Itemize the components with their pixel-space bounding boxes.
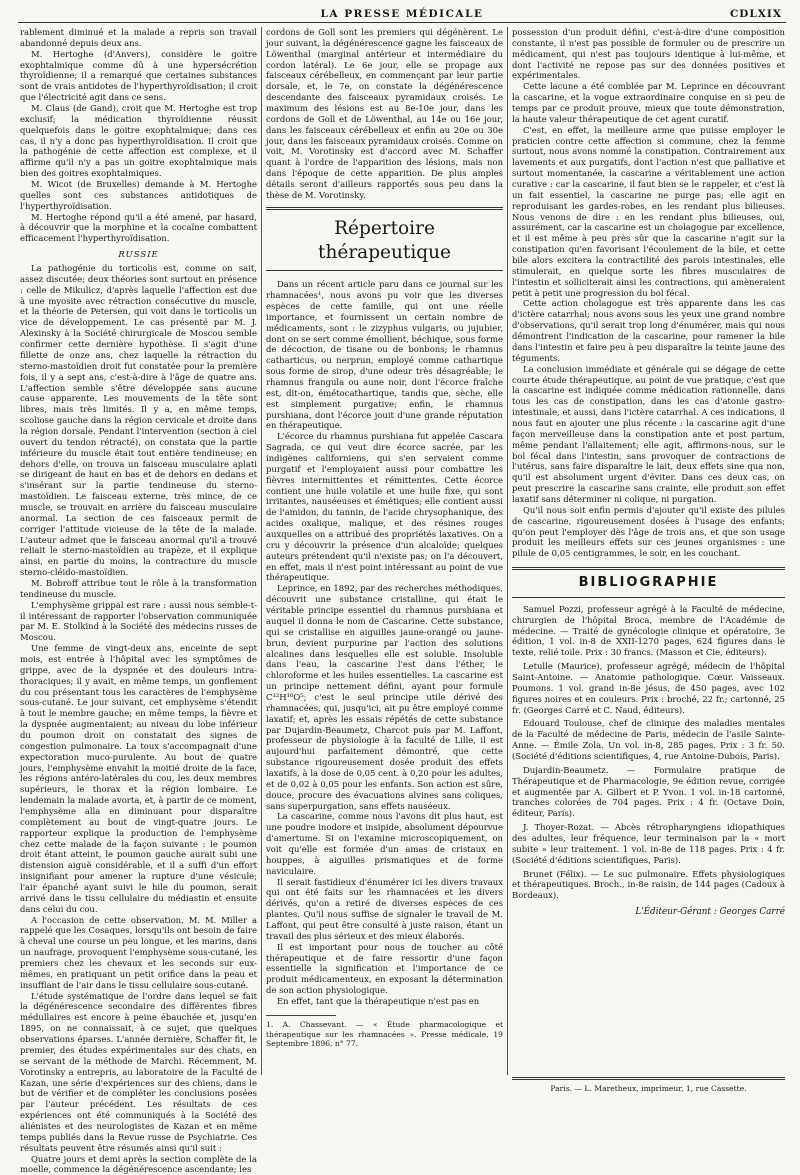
paragraph: M. Hertoghe (d'Anvers), considère le goitre exophtalmique comme dû à une hypersécrétion thyroïdienne; il a remarqué que certaines substances sont de vrais antidotes de l'hyperthyroïdisation; il croit que l'électricité agit dans ce sens. bbox=[20, 48, 257, 103]
paragraph: C'est, en effet, la meilleure arme que puisse employer le praticien contre cette affection si commune, chez la femme surtout, nous avons nommé la constipation. Contrairement aux lavements et aux purgatifs, dont l'action n'est que palliative et surtout momentanée, la cascarine a véritablement une action curative : car la cascarine, il faut bien se le rappeler, et c'est là un fait essentiel, la cascarine ne purge pas; elle agit en reproduisant les gardes-robes, en les rendant plus bilieuses. Nous venons de dire : en les rendant plus bilieuses, oui, assurément, car la cascarine est un cholagogue par excellence, et il est même à peu près sûr que la cascarine n'agit sur la constipation qu'en favorisant l'écoulement de la bile, et cette bile alors excitera la contractilité des parois intestinales, elle stimulerait, en quelque sorte les fibres musculaires de l'intestin et solliciterait ainsi les contractions, qui amèneraient petit à petit une progression du bol fécal. bbox=[512, 124, 785, 298]
paragraph: La conclusion immédiate et générale qui se dégage de cette courte étude thérapeutique, au point de vue pratique, c'est que la cascarine est indiquée comme médication rationnelle, dans tous les cas de constipation, dans les cas d'atonie gastro-intestinale, et aussi, dans l'ictère catarrhal. A ces indications, il nous faut en ajouter une plus récente : la cascarine agit d'une façon merveilleuse dans la constipation ante et post partum, même pendant l'allaitement; elle agit, affirmons-nous, sur le bol fécal dans l'intestin, sans provoquer de contractions de l'utérus, sans faire disparaître le lait, deux effets sine qua non, qu'il est absolument urgent d'éviter. Dans ces deux cas, on peut prescrire la cascarine sans crainte, elle produit son effet laxatif sans déterminer ni colique, ni purgation. bbox=[512, 363, 785, 504]
paragraph: possession d'un produit défini, c'est-à-dire d'une composition constante, il n'est pas possible de formuler ou de prescrire un médicament, qui n'est pas toujours identique à lui-même, et dont l'activité ne repose pas sur des données positives et expérimentales. bbox=[512, 27, 785, 81]
paragraph: cordons de Goll sont les premiers qui dégénèrent. Le jour suivant, la dégénérescence gagne les faisceaux de Löwenthal (marginal antérieur et intermédiaire du cordon latéral). Le 6e jour, elle se propage aux faisceaux cérébelleux, en commençant par leur partie dorsale, et, le 7e, on constate la dégénérescence descendante des faisceaux pyramidaux croisés. Le maximum des lésions est au 8e-10e jour, dans les cordons de Goll et de Löwenthal, au 14e ou 16e jour, dans les faisceaux cérébelleux et enfin au 20e ou 30e jour, dans les faisceaux pyramidaux croisés. Comme on voit, M. Vorotinsky est d'accord avec M. Schaffer quant à l'ordre de l'apparition des lésions, mais non dans l'époque de cette apparition. De plus amples détails seront d'ailleurs rapportés sous peu dans la thèse de M. Vorotinsky. bbox=[266, 27, 503, 200]
paragraph: Dans un récent article paru dans ce journal sur les rhamnacées¹, nous avons pu voir que les diverses espèces de cette famille, qui ont une réelle importance, et fournissent un certain nombre de médicaments, sont : le zizyphus vulgaris, ou jujubier, dont on se sert comme émollient, béchique, sous forme de décoction, de tisane ou de bonbons; le rhamnus catharticus, ou nerprun, employé comme cathartique sous forme de sirop, d'une odeur très désagréable; le rhamnus frangula ou aune noir, dont l'écorce fraîche est, dit-on, émétocathartique, tandis que, sèche, elle est simplement purgative; enfin, le rhamnus purshiana, dont l'écorce jouit d'une grande réputation en thérapeutique. bbox=[266, 279, 503, 431]
bibliography-entry: Edouard Toulouse, chef de clinique des maladies mentales de la Faculté de médecine de Paris, médecin de l'asile Sainte-Anne. — Émile Zola. Un vol. in-8, 285 pages. Prix : 3 fr. 50. (Société d'éditions scientifiques, 4, rue Antoine-Dubois, Paris). bbox=[512, 718, 785, 761]
paragraph: La cascarine, comme nous l'avons dit plus haut, est une poudre inodore et insipide, absolument dépourvue d'amertume. Si on l'examine microscopiquement, on voit qu'elle est formée d'un amas de cristaux en houppes, à aiguilles prismatiques et de forme naviculaire. bbox=[266, 811, 503, 876]
bibliography-entry: Brunet (Félix). — Le suc pulmonaire. Effets physiologiques et thérapeutiques. Broch., in-8e raisin, de 144 pages (Cadoux à Bordeaux). bbox=[512, 868, 785, 901]
paragraph: M. Bobroff attribue tout le rôle à la transformation tendineuse du muscle. bbox=[20, 577, 257, 599]
section-title-russie: RUSSIE bbox=[118, 249, 159, 260]
paragraph: L'étude systématique de l'ordre dans lequel se fait la dégénérescence secondaire des différentes fibres médullaires est encore à peine ébauchée et, jusqu'en 1895, on ne connaissait, à ce sujet, que quelques observations éparses. L'année dernière, Schaffer fit, le premier, des études expérimentales sur des chats, en se servant de la méthode de Marchi. Récemment, M. Vorotinsky a entrepris, au laboratoire de la Faculté de Kazan, une série d'expériences sur des chiens, dans le but de vérifier et de compléter les conclusions posées par l'auteur précédent. Les résultats de ces expériences ont été communiqués à la Société des aliénistes et des neurologistes de Kazan et en même temps publiés dans la Revue russe de Psychiatrie. Ces résultats peuvent être résumés ainsi qu'il suit : bbox=[20, 990, 257, 1153]
paragraph: M. Hertoghe répond qu'il a été amené, par hasard, à découvrir que la morphine et la cocaïne combattent efficacement l'hyperthyroïdisation. bbox=[20, 211, 257, 244]
footnote bbox=[266, 1020, 503, 1049]
bibliography-entry: Letulle (Maurice), professeur agrégé, médecin de l'hôpital Saint-Antoine. — Anatomie pathologique. Cœur. Vaisseaux. Poumons. 1 vol. grand in-8e jésus, de 450 pages, avec 102 figures noires et en couleurs. Prix : broché, 22 fr.; cartonné, 25 fr. (Georges Carré et C. Naud, éditeurs). bbox=[512, 661, 785, 715]
printer-line: Paris. — L. Maretheux, imprimeur, 1, rue Cassette. bbox=[512, 1077, 785, 1093]
column-3 bbox=[512, 27, 785, 1071]
paragraph: Quatre jours et demi après la section complète de la moelle, commence la dégénérescence ascendante; les bbox=[20, 1153, 257, 1175]
paragraph: A l'occasion de cette observation, M. M. Miller a rappelé que les Cosaques, lorsqu'ils ont besoin de faire à cheval une course un peu longue, et les marins, dans un naufrage, provoquent l'emphysème sous-cutané, les premiers chez les chevaux et les seconds sur eux-mêmes, en pratiquant un petit orifice dans la peau et insufflant de l'air dans le tissu cellulaire sous-cutané. bbox=[20, 914, 257, 990]
column-1 bbox=[20, 27, 257, 1175]
paragraph: Cette action cholagogue est très apparente dans les cas d'ictère catarrhal; nous avons sous les yeux une grand nombre d'observations, qu'il serait trop long d'énumérer, mais qui nous démontrent l'indication de la cascarine, pour ramener la bile dans l'intestin et faire peu à peu disparaître la teinte jaune des téguments. bbox=[512, 298, 785, 363]
footnote-text: 1. A. Chassevant. — « Étude pharmacologique et thérapeutique sur les rhamnacées ». Presse médicale, 19 Septembre 1896, n° 77. bbox=[266, 1019, 503, 1049]
paragraph: Qu'il nous soit enfin permis d'ajouter qu'il existe des pilules de cascarine, rigoureusement dosées à l'usage des enfants; qu'on peut l'employer dès l'âge de trois ans, et que son usage produit les meilleurs effets sur ces jeunes organismes : une pilule de 0,05 centigrammes, le soir, en les couchant. bbox=[512, 504, 785, 559]
paragraph: Une femme de vingt-deux ans, enceinte de sept mois, est entrée à l'hôpital avec les symptômes de grippe, avec de la dyspnée et des douleurs intra-thoraciques; il y avait, en même temps, un gonflement du cou présentant tous les caractères de l'emphysème sous-cutané. Le jour suivant, cet emphysème s'étendit à tout le membre gauche; en même temps, la fièvre et la dyspnée augmentaient; au niveau du lobe inférieur du poumon droit on constatait des signes de congestion pulmonaire. La toux s'accompagnait d'une expectoration muco-purulente. Au bout de quatre jours, l'emphysème envahit la moitié droite de la face, les régions antéro-latérales du cou, les deux membres supérieurs, le thorax et la région lombaire. Le lendemain la malade avorta, et, à partir de ce moment, l'emphysème alla en diminuant pour disparaître complètement au bout de vingt-quatre jours. Le rapporteur explique la production de l'emphysème chez cette malade de la façon suivante : le poumon droit étant atteint, le poumon gauche aurait subi une distension aiguë considérable, et il a suffi d'un effort insignifiant pour amener la rupture d'une vésicule; l'air épanché ayant suivi le hile du poumon, serait arrivé dans le tissu cellulaire du médiastin et ensuite dans celui du cou. bbox=[20, 643, 257, 914]
editor-signature: L'Éditeur-Gérant : Georges Carré bbox=[635, 907, 785, 918]
bibliography-entry: Samuel Pozzi, professeur agrégé à la Faculté de médecine, chirurgien de l'hôpital Broca, membre de l'Académie de médecine. — Traité de gynécologie clinique et opératoire, 3e édition, 1 vol. in-8 de XXII-1270 pages, 624 figures dans le texte, relié toile. Prix : 30 francs. (Masson et Cie, éditeurs). bbox=[512, 603, 785, 658]
section-heading-repertoire: Répertoire thérapeutique bbox=[266, 207, 503, 272]
bibliography-list bbox=[512, 604, 785, 901]
paragraph: Il est important pour nous de toucher au côté thérapeutique et de faire ressortir d'une façon essentielle la signification et l'importance de ce produit médicamenteux, en exposant la détermination de son action physiologique. bbox=[266, 941, 503, 996]
paragraph: En effet, tant que la thérapeutique n'est pas en bbox=[277, 996, 480, 1006]
paragraph: L'écorce du rhamnus purshiana fut appelée Cascara Sagrada, ce qui veut dire écorce sacrée, par les indigènes californiens, qui s'en servaient comme purgatif et l'employaient aussi pour combattre les fièvres intermittentes et rémittentes. Cette écorce contient une huile volatile et une huile fixe, qui sont irritantes, nauséeuses et émétiques; elle contient aussi de l'amidon, du tannin, de l'acide chrysophanique, des acides oxalique, malique, et des résines rouges auxquelles on a attribué des propriétés laxatives. On a cru y découvrir la présence d'un alcaloïde; quelques auteurs prétendent qu'il n'existe pas; on l'a découvert, en effet, mais il n'est point intéressant au point de vue thérapeutique. bbox=[266, 431, 503, 583]
header-rule bbox=[18, 22, 786, 23]
paragraph: M. Claus (de Gand), croit que M. Hertoghe est trop exclusif; la médication thyroïdienne réussit quelquefois dans le goitre exophtalmique; dans ces cas, il n'y a donc pas hyperthyroïdisation. Il croit que la pathogénie de cette affection est complexe, et il affirme qu'il n'y a pas un goitre exophtalmique mais bien des goitres exophtalmiques. bbox=[20, 103, 257, 179]
paragraph: Il serait fastidieux d'énumérer ici les divers travaux qui ont été faits sur les rhamnacées et les divers dérivés, qu'on a retiré de diverses espèces de ces plantes. Qu'il nous suffise de signaler le travail de M. Laffont, qui peut être consulté à juste raison, étant un travail des plus sérieux et des mieux élaborés. bbox=[266, 876, 503, 941]
paragraph: La pathogénie du torticolis est, comme on sait, assez discutée; deux théories sont surtout en présence : celle de Mikulicz, d'après laquelle l'affection est due à une myosite avec rétraction consécutive du muscle, et la théorie de Petersen, qui voit dans le torticolis un vice de développement. Le cas présenté par M. J. Alexinsky à la Société chirurgicale de Moscou semble confirmer cette dernière hypothèse. Il s'agit d'une fillette de onze ans, chez laquelle la rétraction du sterno-mastoïdien droit fut constatée pour la première fois, il y a sept ans, c'est-à-dire à l'âge de quatre ans. L'affection semble s'être développée sans aucune cause apparente. Les mouvements de la tête sont libres, mais très limités. Il y a, en même temps, scoliose gauche dans la région cervicale et droite dans la région dorsale. Pendant l'intervention (section à ciel ouvert du tendon rétracté), on constata que la partie inférieure du muscle était tout entière tendineuse; en dehors d'elle, on trouva un faisceau musculaire aplati se dirigeant de haut en bas et de dehors en dedans et s'insérant sur la partie tendineuse du sterno-mastoïdien. Le faisceau externe, très mince, de ce muscle, se trouvait en arrière du faisceau musculaire anormal. La section de ces faisceaux permit de corriger l'attitude vicieuse de la tête de la malade. L'auteur admet que le faisceau anormal qu'il a trouvé reliait le sterno-mastoïdien au trapèze, et il explique ainsi, en partie du moins, la contracture du muscle sterno-cléido-mastoïdien. bbox=[20, 263, 257, 578]
column-2 bbox=[266, 27, 503, 1075]
paragraph: Cette lacune a été comblée par M. Leprince en découvrant la cascarine, et la vogue extraordinaire conquise en si peu de temps par ce produit prouve, mieux que toute démonstration, la haute valeur thérapeutique de cet agent curatif. bbox=[512, 81, 785, 124]
paragraph: L'emphysème grippal est rare : aussi nous semble-t-il intéressant de rapporter l'observation communiquée par M. E. Stolkind à la Société des médecins russes de Moscou. bbox=[20, 599, 257, 643]
column-divider-1 bbox=[261, 27, 262, 1075]
paragraph: M. Wicot (de Bruxelles) demande à M. Hertoghe quelles sont ces substances antidotiques de l'hyperthyroïdisation. bbox=[20, 179, 257, 211]
bibliography-entry: J. Thoyer-Rozat. — Abcès rétropharyngiens idiopathiques des adultes, leur fréquence, leur terminaison par la « mort subite » leur traitement. 1 vol. in-8e de 118 pages. Prix : 4 fr. (Société d'éditions scientifiques, Paris). bbox=[512, 822, 785, 865]
page-number: CDLXIX bbox=[729, 8, 782, 20]
section-heading-bibliographie: BIBLIOGRAPHIE bbox=[512, 567, 785, 598]
journal-title: LA PRESSE MÉDICALE bbox=[320, 8, 484, 20]
footnote-rule bbox=[266, 1015, 336, 1016]
column-divider-2 bbox=[507, 27, 508, 1075]
paragraph: rablement diminué et la malade a repris son travail abandonné depuis deux ans. bbox=[20, 27, 257, 48]
paragraph: Leprince, en 1892, par des recherches méthodiques, découvrit une substance cristalline, qui était le véritable principe essentiel du rhamnus purshiana et auquel il donna le nom de Cascarine. Cette substance, qui se cristallise en aiguilles jaune-orangé ou jaune-brun, devient purpurine par l'action des solutions alcalines dans lesquelles elle est soluble. Insoluble dans l'eau, la cascarine l'est dans l'éther, le chloroforme et les huiles essentielles. La cascarine est un principe nettement défini, ayant pour formule C¹²H¹⁰O⁵; c'est le seul principe utile dérivé des rhamnacées, qui, jusqu'ici, ait pu être employé comme laxatif; et, après les essais répétés de cette substance par Dujardin-Beaumetz, Charcot puis par M. Laffont, professeur de physiologie à la faculté de Lille, il est aujourd'hui parfaitement démontré, que cette substance rigoureusement dosée produit des effets laxatifs, à la dose de 0,05 cent. à 0,20 pour les adultes, et de 0,02 à 0,05 pour les enfants. Son action est sûre, douce, procure des évacuations alvines sans coliques, sans superpurgation, sans effets nauséeux. bbox=[266, 583, 503, 811]
bibliography-entry: Dujardin-Beaumetz. — Formulaire pratique de Thérapeutique et de Pharmacologie, 9e édition revue, corrigée et augmentée par A. Gilbert et P. Yvon. 1 vol. in-18 cartonné, tranches colorées de 704 pages. Prix : 4 fr. (Octave Doin, éditeur, Paris). bbox=[512, 764, 785, 819]
